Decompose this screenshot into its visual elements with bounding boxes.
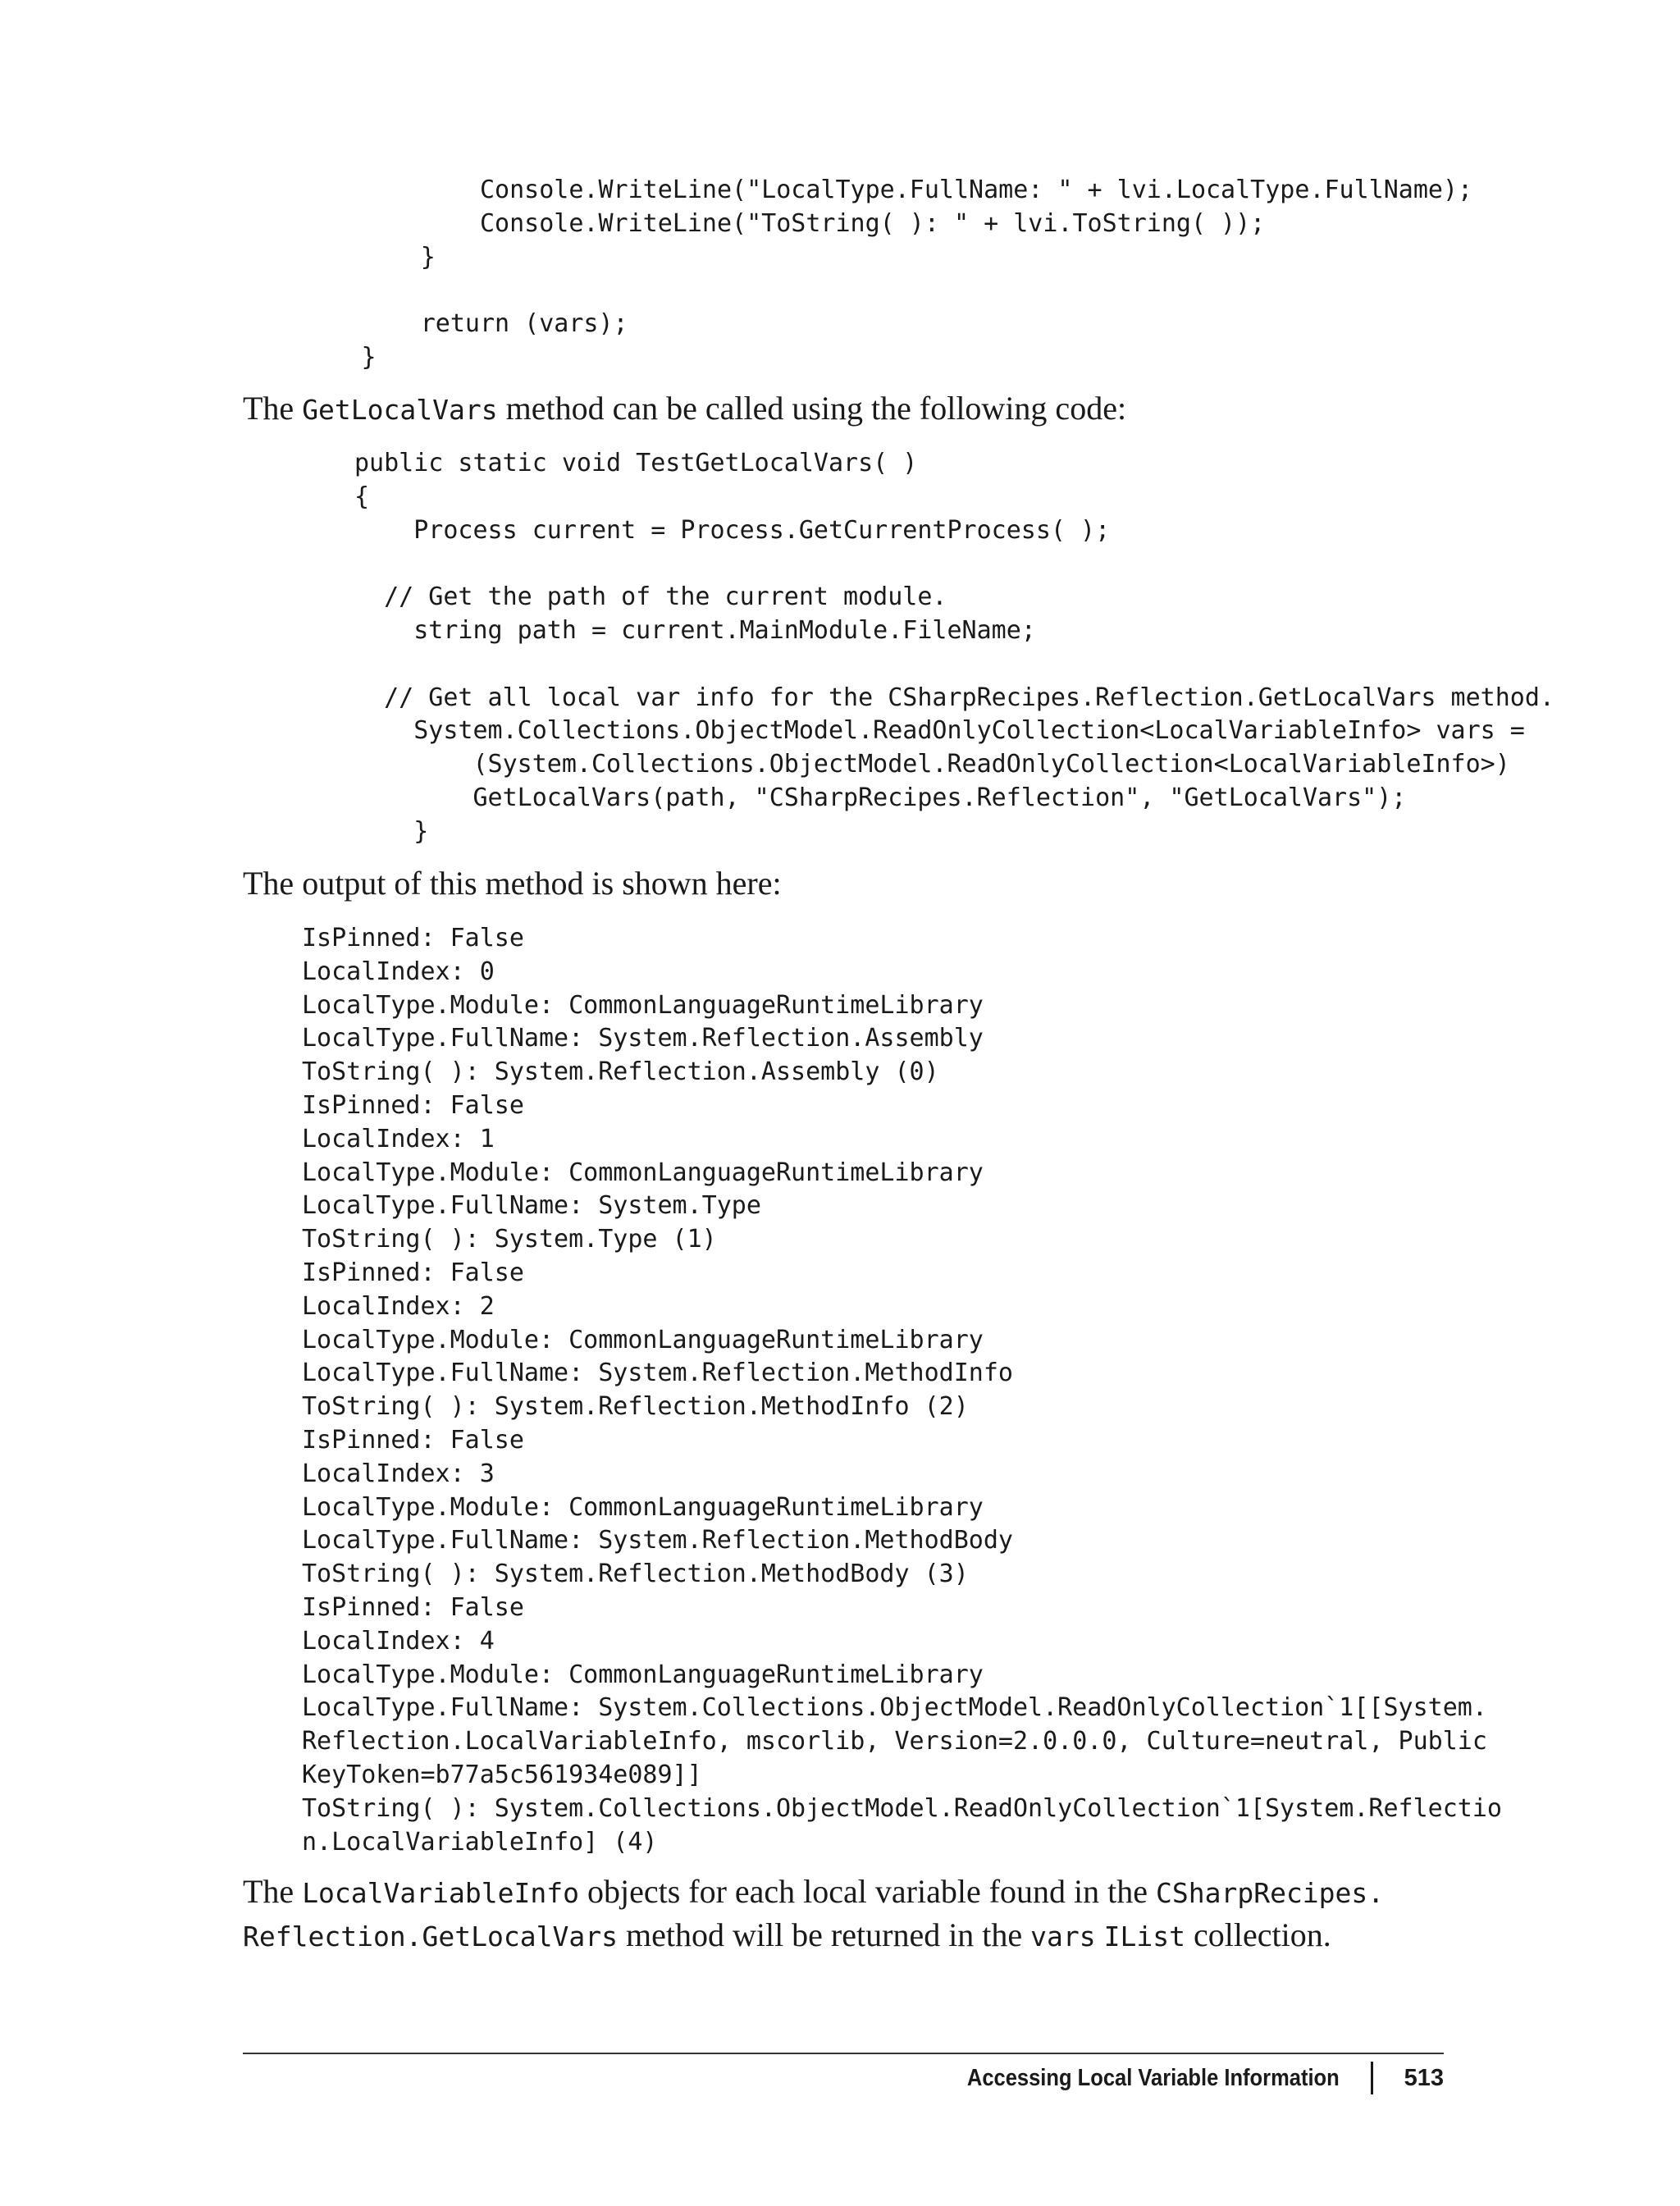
para-final-code-ilist: IList bbox=[1103, 1921, 1185, 1953]
para-final-text-3: method will be returned in the bbox=[617, 1916, 1031, 1953]
code-block-get-local-vars-end: Console.WriteLine("LocalType.FullName: " + lvi.LocalType.FullName); Console.WriteLine("ToString( ): " + lvi.ToString( )); } return (vars); } bbox=[361, 176, 1473, 372]
paragraph-conclusion bbox=[243, 1870, 1444, 1957]
para-final-text-1: The bbox=[243, 1873, 303, 1910]
para-final-text-2: objects for each local variable found in the bbox=[578, 1873, 1156, 1910]
para-final-code-reflection-getlocalvars: Reflection.GetLocalVars bbox=[243, 1921, 618, 1953]
footer-rule bbox=[243, 2053, 1444, 2054]
paragraph-output-intro: The output of this method is shown here: bbox=[243, 865, 782, 902]
para-final-code-vars: vars bbox=[1030, 1921, 1096, 1953]
code-block-output: IsPinned: False LocalIndex: 0 LocalType.Module: CommonLanguageRuntimeLibrary LocalType.FullName: System.Reflection.Assembly ToString( ): System.Reflection.Assembly (0) IsPinned: False LocalIndex: 1 LocalType.Module: CommonLanguageRuntimeLibrary LocalType.FullName: System.Type ToString( ): System.Type (1) IsPinned: False LocalIndex: 2 LocalType.Module: CommonLanguageRuntimeLibrary LocalType.FullName: System.Reflection.MethodInfo ToString( ): System.Reflection.MethodInfo (2) IsPinned: False LocalIndex: 3 LocalType.Module: CommonLanguageRuntimeLibrary LocalType.FullName: System.Reflection.MethodBody ToString( ): System.Reflection.MethodBody (3) IsPinned: False LocalIndex: 4 LocalType.Module: CommonLanguageRuntimeLibrary LocalType.FullName: System.Collections.ObjectModel.ReadOnlyCollection`1[[System. Reflection.LocalVariableInfo, mscorlib, Version=2.0.0.0, Culture=neutral, Public KeyToken=b77a5c561934e089]] ToString( ): System.Collections.ObjectModel.ReadOnlyCollection`1[System.Reflectio n.LocalVariableInfo] (4) bbox=[302, 924, 1502, 1857]
para-call-code-get-local-vars: GetLocalVars bbox=[302, 394, 498, 426]
code-block-test-get-local-vars: public static void TestGetLocalVars( ) { Process current = Process.GetCurrentProcess( ); // Get the path of the current module. string path = current.MainModule.FileName; // Get all local var info for the CSharpRecipes.Reflection.GetLocalVars method. System.Collections.ObjectModel.ReadOnlyCollection<LocalVariableInfo> vars = (System.Collections.ObjectModel.ReadOnlyCollection<LocalVariableInfo>) GetLocalVars(path, "CSharpRecipes.Reflection", "GetLocalVars"); } bbox=[354, 449, 1554, 846]
para-final-space bbox=[1096, 1916, 1104, 1953]
paragraph-call-intro bbox=[243, 387, 1444, 431]
footer-separator bbox=[1371, 2062, 1373, 2094]
para-call-text-1: The bbox=[243, 390, 303, 427]
para-call-text-2: method can be called using the following code: bbox=[497, 390, 1127, 427]
para-final-text-4: collection. bbox=[1185, 1916, 1331, 1953]
footer-section-title: Accessing Local Variable Information bbox=[966, 2064, 1340, 2091]
page-footer bbox=[916, 2055, 1444, 2101]
para-final-code-csharprecipes: CSharpRecipes. bbox=[1156, 1877, 1385, 1909]
page-number: 513 bbox=[1404, 2064, 1444, 2091]
para-final-code-local-variable-info: LocalVariableInfo bbox=[302, 1877, 579, 1909]
